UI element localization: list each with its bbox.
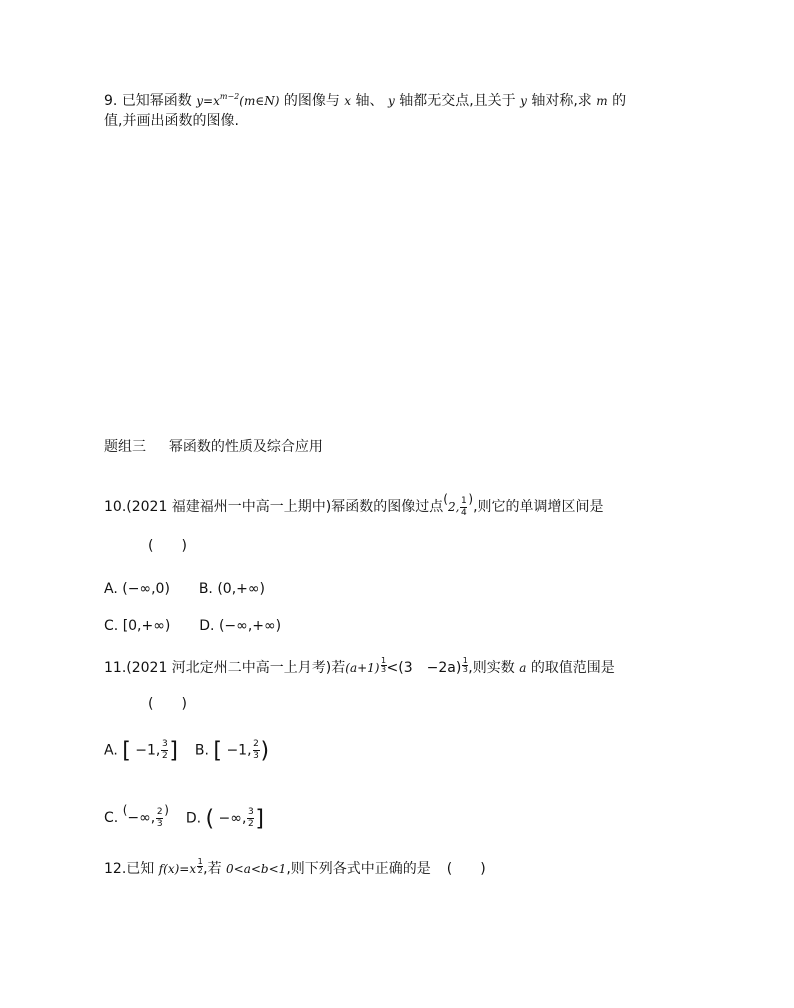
- question-text: 的取值范围是: [530, 660, 615, 676]
- question-text: 若: [331, 660, 346, 676]
- option-label: A.: [104, 742, 118, 759]
- fraction-denominator: 4: [461, 507, 467, 518]
- option-label: D.: [185, 810, 202, 826]
- question-12-line-1: [104, 858, 486, 879]
- option-label: B.: [194, 742, 209, 759]
- question-source: (2021 福建福州一中高一上期中): [126, 499, 332, 515]
- fraction-numerator: 3: [162, 739, 168, 749]
- question-number: 10.: [104, 499, 127, 515]
- option-b[interactable]: [195, 740, 269, 762]
- question-text: 的图像与: [283, 93, 340, 109]
- point-y-fraction: [460, 497, 467, 518]
- option-label: D.: [199, 618, 215, 634]
- question-number: 12.: [104, 861, 127, 877]
- question-9-line-1: [104, 87, 626, 111]
- question-source: (2021 河北定州二中高一上月考): [126, 660, 332, 676]
- fraction-numerator: 1: [461, 495, 467, 506]
- interval-lower: −∞,: [127, 810, 156, 826]
- interval-bracket: [: [213, 738, 222, 764]
- option-label: C.: [104, 810, 119, 826]
- formula-condition: (m∈N): [239, 94, 280, 108]
- interval-upper-fraction: [161, 740, 168, 761]
- fraction-denominator: 3: [156, 818, 163, 829]
- option-value: [0,+∞): [122, 618, 171, 634]
- fraction-denominator: 2: [248, 818, 254, 829]
- question-10-options-row-1: [104, 579, 265, 599]
- fraction-numerator: 2: [253, 739, 259, 749]
- less-than-sign: <: [386, 660, 399, 676]
- question-text: ,则实数: [468, 660, 515, 676]
- fraction-numerator: 1: [462, 656, 468, 665]
- option-d[interactable]: [199, 616, 281, 636]
- question-number: 9.: [104, 93, 118, 109]
- fraction-denominator: 3: [253, 751, 259, 761]
- interval-bracket: (: [122, 803, 128, 817]
- option-label: B.: [198, 581, 213, 597]
- interval-bracket: ): [260, 738, 270, 764]
- fraction-denominator: 3: [462, 665, 468, 674]
- answer-parens: ( ): [446, 861, 486, 877]
- answer-parens: ( ): [148, 538, 187, 554]
- option-value: (−∞,0): [122, 581, 170, 597]
- fraction-denominator: 2: [197, 866, 203, 875]
- interval-bracket: ]: [255, 806, 264, 831]
- question-text: ,若: [203, 861, 222, 877]
- answer-blank: [148, 694, 187, 714]
- formula-exponent: m−2: [219, 92, 240, 101]
- question-text: 的: [612, 93, 627, 109]
- question-10-line-1: [104, 489, 604, 518]
- interval-lower: −∞,: [218, 810, 247, 826]
- answer-parens: ( ): [148, 696, 187, 712]
- point-x: 2,: [447, 500, 460, 514]
- option-c[interactable]: [104, 800, 169, 829]
- group-label: 题组三: [104, 439, 146, 455]
- point-open-paren: (: [443, 492, 448, 506]
- fraction-denominator: 3: [380, 665, 387, 674]
- variable: m: [596, 94, 608, 108]
- question-text: 值,并画出函数的图像.: [104, 113, 239, 129]
- group-heading: [104, 437, 323, 457]
- group-title: 幂函数的性质及综合应用: [168, 439, 323, 455]
- interval-bracket: ): [164, 803, 169, 817]
- function-def: f(x)=x: [158, 862, 197, 876]
- fraction-numerator: 3: [248, 806, 254, 817]
- variable: y: [520, 94, 527, 108]
- option-label: C.: [104, 618, 119, 634]
- question-11-options-row-1: [104, 740, 269, 762]
- option-value: (0,+∞): [217, 581, 266, 597]
- option-a[interactable]: [104, 740, 178, 762]
- option-label: A.: [104, 581, 118, 597]
- interval-lower: −1,: [226, 742, 252, 759]
- variable: y: [387, 94, 395, 108]
- interval-bracket: (: [205, 806, 215, 831]
- answer-blank: [148, 536, 187, 556]
- option-d[interactable]: [186, 808, 264, 830]
- question-number: 11.: [104, 660, 127, 676]
- fraction-denominator: 2: [162, 751, 168, 761]
- interval-bracket: [: [122, 738, 131, 764]
- question-11-line-1: [104, 657, 615, 678]
- formula-base: y=x: [196, 94, 220, 108]
- question-text: 轴、: [355, 93, 384, 109]
- interval-bracket: ]: [169, 738, 178, 764]
- option-value: (−∞,+∞): [218, 618, 282, 634]
- inequality-lhs: (a+1): [345, 661, 380, 675]
- question-11-options-row-2: [104, 800, 264, 829]
- fraction-numerator: 1: [380, 656, 387, 665]
- option-a[interactable]: [104, 579, 170, 599]
- condition: 0<a<b<1: [226, 862, 287, 876]
- question-text: 幂函数的图像过点: [331, 499, 444, 515]
- interval-upper-fraction: [156, 808, 163, 829]
- question-text: 已知幂函数: [121, 93, 192, 109]
- question-text: 轴都无交点,且关于: [399, 93, 516, 109]
- question-10-options-row-2: [104, 616, 281, 636]
- interval-upper-fraction: [247, 808, 254, 829]
- inequality-rhs: (3 −2a): [398, 660, 462, 676]
- variable: a: [519, 661, 527, 675]
- fraction-numerator: 2: [156, 806, 163, 817]
- question-text: ,则下列各式中正确的是: [286, 861, 431, 877]
- fraction-numerator: 1: [197, 857, 203, 866]
- question-9-line-2: [104, 111, 239, 131]
- interval-lower: −1,: [135, 742, 161, 759]
- option-c[interactable]: [104, 616, 170, 636]
- variable: x: [344, 94, 352, 108]
- option-b[interactable]: [199, 579, 265, 599]
- question-text: 轴对称,求: [531, 93, 592, 109]
- question-text: ,则它的单调增区间是: [473, 499, 604, 515]
- formula: [196, 94, 279, 108]
- point-close-paren: ): [468, 492, 474, 506]
- question-text: 已知: [126, 861, 155, 877]
- interval-upper-fraction: [253, 740, 260, 761]
